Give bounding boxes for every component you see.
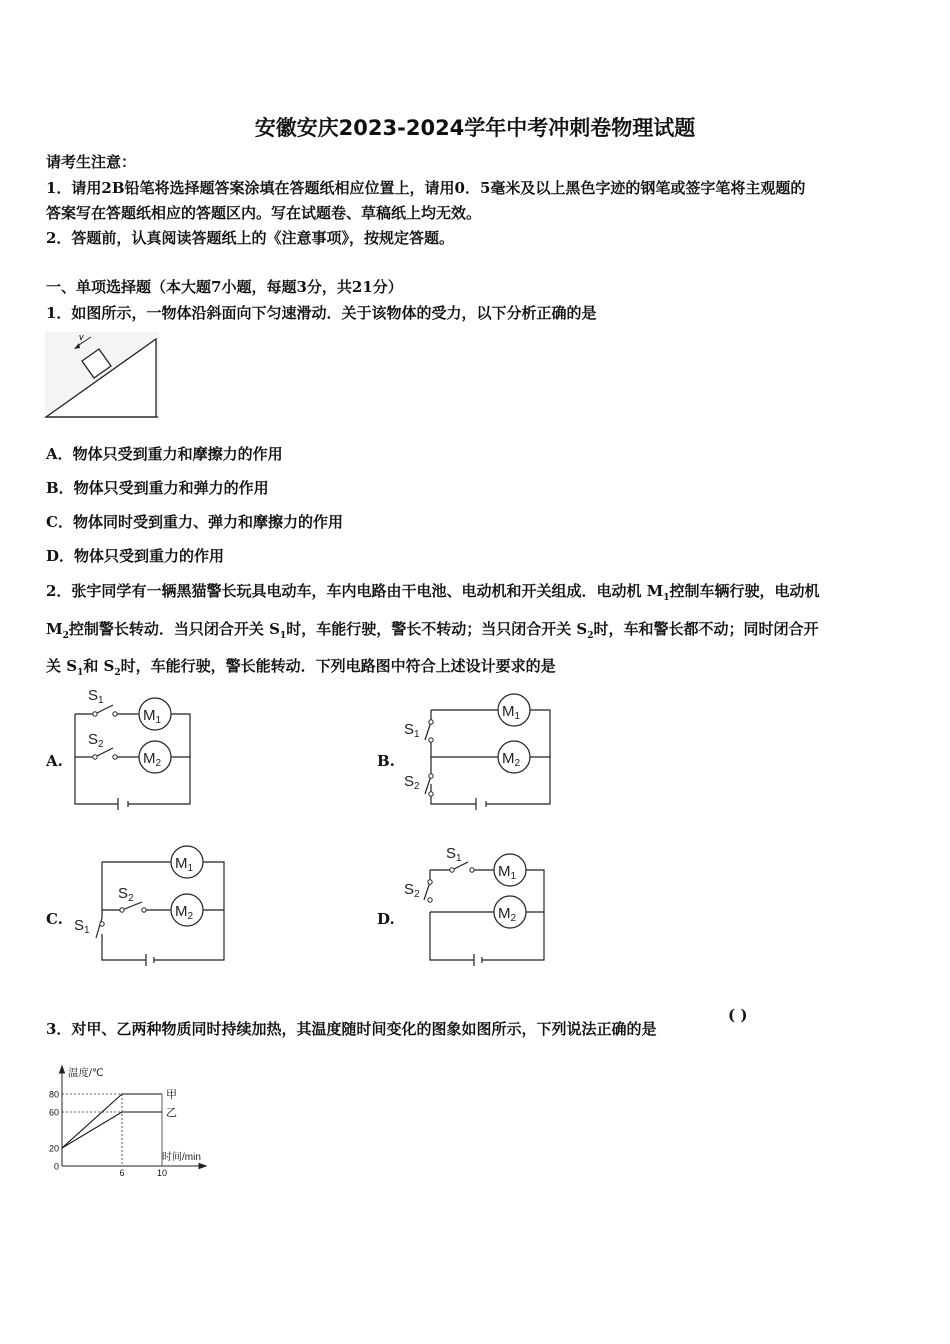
x-tick-label: 10 [156,1168,168,1177]
switch-s2-label [404,881,420,900]
switch-contact [142,908,146,912]
q2-text: 时，车能行驶，警长不转动；当只闭合开关 S [286,620,588,638]
circuit-a[interactable] [60,680,200,815]
m-sub: 1 [510,871,517,882]
q2-text: 和 S [83,657,115,675]
s-sub: 1 [456,853,462,864]
page-title: 安徽安庆2023-2024学年中考冲刺卷物理试题 [254,116,696,140]
q2-text: 2．张宇同学有一辆黑猫警长玩具电动车，车内电路由干电池、电动机和开关组成．电动机 M [46,582,664,600]
m-sub: 2 [514,758,521,769]
switch-s2-label [88,731,104,750]
s-sub: 1 [414,729,420,740]
y-tick-label: 20 [48,1143,59,1154]
wire [430,912,474,960]
q2-sub: 1 [77,668,84,678]
q1-option-c[interactable]: C．物体同时受到重力、弹力和摩擦力的作用 [46,513,343,531]
s-sub: 1 [84,925,90,936]
m-letter: M [175,855,188,872]
switch-s1-label [88,687,104,706]
circuit-d[interactable] [400,842,550,972]
m-sub: 1 [187,863,194,874]
section-heading: 一、单项选择题（本大题7小题，每题3分，共21分） [46,278,403,296]
q2-stem-line-3 [46,655,556,678]
motor-m2-label [175,903,194,922]
q2-stem-line-1 [46,580,820,603]
q2-text: 关 S [46,657,78,675]
x-axis-arrow [199,1164,206,1169]
switch-contact [429,738,433,742]
m-sub: 2 [510,913,517,924]
wire [431,784,476,804]
m-sub: 1 [514,711,521,722]
motor-m1-label [502,703,521,722]
m-letter: M [175,903,188,920]
s-letter: S [404,881,415,898]
q1-option-b[interactable]: B．物体只受到重力和弹力的作用 [46,479,269,497]
series-label: 甲 [166,1089,177,1101]
m-letter: M [502,703,515,720]
m-letter: M [502,750,515,767]
q2-sub: 1 [279,631,287,641]
y-axis-label: 温度/℃ [68,1067,104,1079]
m-letter: M [143,707,156,724]
s-sub: 2 [128,893,134,904]
q2-text: 控制警长转动．当只闭合开关 S [68,620,280,638]
circuit-c[interactable] [70,842,230,972]
s-letter: S [88,731,99,748]
q1-stem: 1．如图所示，一物体沿斜面向下匀速滑动．关于该物体的受力，以下分析正确的是 [46,304,597,322]
q1-option-d[interactable]: D．物体只受到重力的作用 [46,547,225,565]
q2-sub: 2 [62,631,69,641]
q2-text: 时，车和警长都不动；同时闭合开 [593,620,819,638]
q1-option-a[interactable]: A．物体只受到重力和摩擦力的作用 [46,445,283,463]
s-sub: 2 [414,781,420,792]
q2-text: 控制车辆行驶，电动机 [669,582,820,600]
switch-s1-label [74,917,90,936]
wire [102,934,146,960]
x-axis-label: 时间/min [162,1152,201,1163]
switch-contact [120,908,124,912]
y-axis-arrow [60,1066,65,1073]
series-line-乙 [62,1112,162,1148]
motor-m1-label [175,855,194,874]
q2-text: M [46,620,63,638]
q2-sub: 2 [587,631,594,641]
velocity-label: v [79,332,84,342]
motor-m2-label [498,905,517,924]
motor-m2-label [502,750,521,769]
circuit-b[interactable] [398,690,558,815]
q2-text: 时，车能行驶，警长能转动．下列电路图中符合上述设计要求的是 [120,657,556,675]
motor-m2-label [143,750,162,769]
q3-stem: 3．对甲、乙两种物质同时持续加热，其温度随时间变化的图象如图所示，下列说法正确的是 [46,1020,657,1038]
switch-contact [429,720,433,724]
s-letter: S [74,917,85,934]
switch-contact [428,898,432,902]
m-sub: 2 [155,758,162,769]
switch-s1-label [446,845,462,864]
q2-option-c-label[interactable]: C. [46,910,63,928]
m-letter: M [498,863,511,880]
switch-s1-label [404,721,420,740]
q2-stem-line-2 [46,618,819,641]
switch-contact [450,868,454,872]
q2-option-b-label[interactable]: B. [377,752,395,770]
x-tick-label: 6 [119,1168,125,1177]
y-tick-label: 60 [48,1107,59,1118]
y-tick-label: 80 [48,1089,59,1100]
s-letter: S [88,687,99,704]
s-sub: 2 [98,739,104,750]
switch-contact [93,755,97,759]
notice-heading: 请考生注意： [46,153,137,171]
m-letter: M [143,750,156,767]
motor-m1-label [498,863,517,882]
switch-contact [100,922,104,926]
notice-line-1-cont: 答案写在答题纸相应的答题区内。写在试题卷、草稿纸上均无效。 [46,204,482,222]
switch-contact [113,755,117,759]
switch-contact [428,880,432,884]
switch-s1-blade [95,705,113,714]
switch-contact [470,868,474,872]
q3-answer-paren: ( ) [728,1006,748,1024]
notice-line-1: 1．请用2B铅笔将选择题答案涂填在答题纸相应位置上，请用0．5毫米及以上黑色字迹的钢笔或签字笔将主观题的 [46,179,806,197]
s-letter: S [446,845,457,862]
s-sub: 1 [98,695,104,706]
switch-contact [113,712,117,716]
switch-s2-label [404,773,420,792]
switch-s1-blade [96,918,102,938]
q2-sub: 1 [663,593,670,603]
series-line-甲 [62,1094,162,1148]
notice-line-2: 2．答题前，认真阅读答题纸上的《注意事项》，按规定答题。 [46,229,454,247]
y-tick-label: 0 [53,1161,59,1172]
switch-contact [93,712,97,716]
m-letter: M [498,905,511,922]
switch-contact [429,792,433,796]
q2-sub: 2 [114,668,121,678]
q2-option-a-label[interactable]: A. [46,752,63,770]
s-letter: S [118,885,129,902]
q2-option-d-label[interactable]: D. [377,910,395,928]
switch-s1-blade [425,722,431,740]
series-label: 乙 [166,1107,177,1119]
s-sub: 2 [414,889,420,900]
temperature-time-chart [44,1062,219,1177]
switch-s2-blade [425,776,431,794]
switch-s2-label [118,885,134,904]
m-sub: 1 [155,715,162,726]
s-letter: S [404,721,415,738]
motor-m1-label [143,707,162,726]
switch-contact [429,774,433,778]
switch-s2-blade [424,882,430,900]
incline-figure [44,331,160,419]
s-letter: S [404,773,415,790]
m-sub: 2 [187,911,194,922]
